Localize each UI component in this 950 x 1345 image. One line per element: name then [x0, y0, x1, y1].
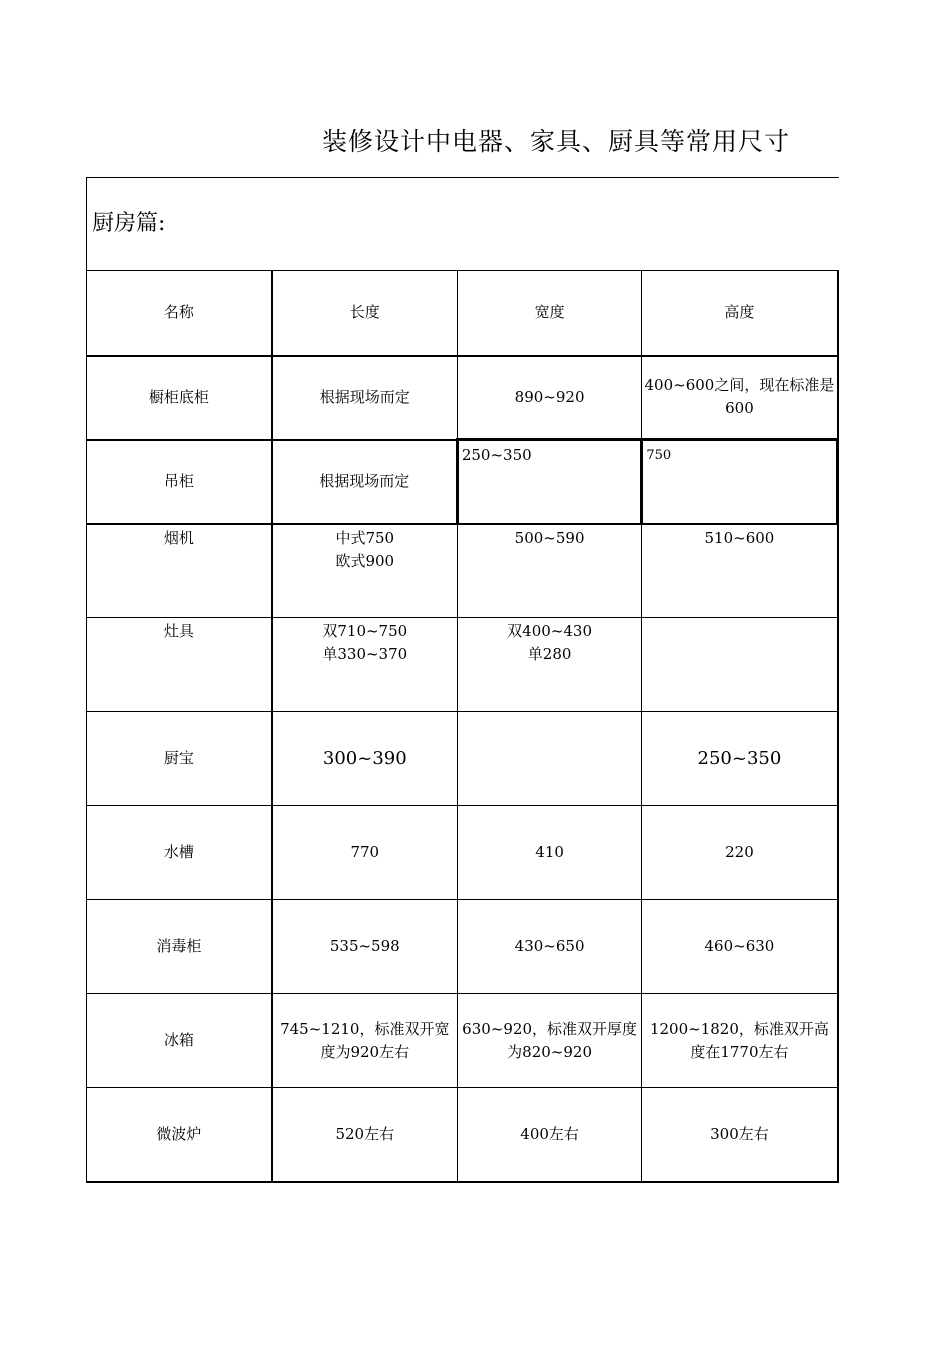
- cell-height: 510~600: [642, 524, 838, 618]
- cell-width: 430~650: [457, 900, 642, 994]
- cell-length: 中式750 欧式900: [272, 524, 458, 618]
- table-row: [87, 440, 838, 524]
- cell-width: 双400~430 单280: [457, 618, 642, 712]
- table-row: [87, 524, 838, 618]
- cell-height: [642, 618, 838, 712]
- cell-length: 300~390: [272, 712, 458, 806]
- cell-width: 500~590: [457, 524, 642, 618]
- cell-width: 410: [457, 806, 642, 900]
- cell-width: 630~920，标准双开厚度为820~920: [457, 994, 642, 1088]
- cell-name: 消毒柜: [87, 900, 272, 994]
- cell-width: 890~920: [457, 356, 642, 440]
- cell-height: 300左右: [642, 1088, 838, 1182]
- table-header-row: [87, 271, 838, 356]
- table-row: [87, 712, 838, 806]
- cell-name: 微波炉: [87, 1088, 272, 1182]
- section-title: 厨房篇:: [92, 211, 166, 236]
- cell-height: 460~630: [642, 900, 838, 994]
- cell-height: 400~600之间，现在标准是600: [642, 356, 838, 440]
- cell-length: 双710~750 单330~370: [272, 618, 458, 712]
- cell-width: [457, 712, 642, 806]
- cell-height: 250~350: [642, 712, 838, 806]
- cell-name: 灶具: [87, 618, 272, 712]
- cell-height: 220: [642, 806, 838, 900]
- size-sheet: [86, 177, 839, 1179]
- header-width: 宽度: [457, 271, 642, 356]
- header-name: 名称: [87, 271, 272, 356]
- cell-width: 250~350: [457, 440, 642, 524]
- table-row: [87, 806, 838, 900]
- page-title: 装修设计中电器、家具、厨具等常用尺寸: [321, 127, 790, 156]
- cell-name: 橱柜底柜: [87, 356, 272, 440]
- cell-length: 535~598: [272, 900, 458, 994]
- cell-width: 400左右: [457, 1088, 642, 1182]
- kitchen-size-table: [86, 270, 839, 1183]
- cell-height: 750: [642, 440, 838, 524]
- cell-height: 1200~1820，标准双开高度在1770左右: [642, 994, 838, 1088]
- table-row: [87, 994, 838, 1088]
- cell-length: 770: [272, 806, 458, 900]
- table-row: [87, 900, 838, 994]
- cell-length: 根据现场而定: [272, 440, 458, 524]
- table-row: [87, 356, 838, 440]
- table-row: [87, 618, 838, 712]
- header-length: 长度: [272, 271, 458, 356]
- table-row: [87, 1088, 838, 1182]
- cell-name: 烟机: [87, 524, 272, 618]
- cell-name: 吊柜: [87, 440, 272, 524]
- cell-name: 厨宝: [87, 712, 272, 806]
- cell-length: 745~1210，标准双开宽度为920左右: [272, 994, 458, 1088]
- cell-name: 水槽: [87, 806, 272, 900]
- cell-name: 冰箱: [87, 994, 272, 1088]
- section-heading: [86, 177, 839, 271]
- header-height: 高度: [642, 271, 838, 356]
- cell-length: 520左右: [272, 1088, 458, 1182]
- cell-length: 根据现场而定: [272, 356, 458, 440]
